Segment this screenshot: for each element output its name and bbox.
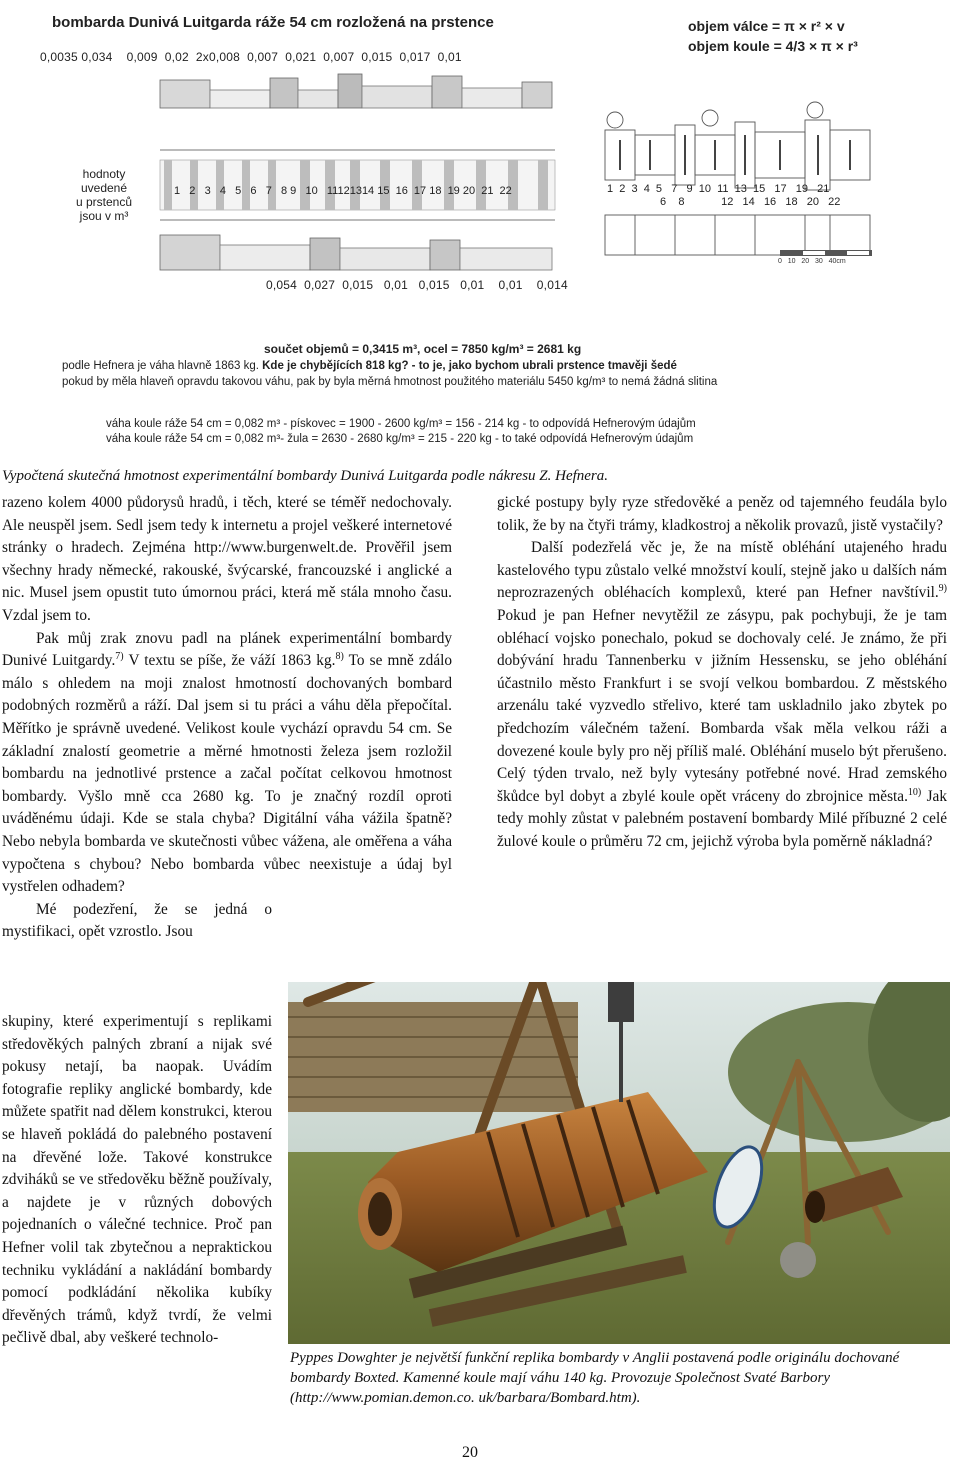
ball-sandstone-line: váha koule ráže 54 cm = 0,082 m³ - pískovec = 1900 - 2600 kg/m³ = 156 - 214 kg - to odpovídá Hefnerovým údajům (106, 418, 696, 430)
paragraph-medieval: gické postupy byly ryze středověké a peněz od tajemného feudála bylo tolik, že by na čtyři trámy, kladkostroj a několik provazů, jistě vystačily? (497, 494, 947, 534)
footnote-8: 8) (335, 651, 344, 663)
hefner-line (62, 360, 677, 372)
paragraph-castles: razeno kolem 4000 půdorysů hradů, i těch, které se téměř nedochovaly. Ale neuspěl jsem. Sedl jsem tedy k internetu a projel veškeré internetové stránky o hradech. Zejména http://www.burgenwelt.de. Prověřil jsem všechny hrady německé, rakouské, švýcarské, francouzské i anglické a nic. Musel jsem opustit tuto úmornou práci, která mě stála mnoho času. Vzdal jsem to. (2, 494, 452, 624)
formula-sphere: objem koule = 4/3 × π × r³ (688, 38, 858, 54)
lifting-hook (608, 982, 634, 1022)
right-column (497, 492, 947, 854)
volumes-top-row: 0,0035 0,034 0,009 0,02 2x0,008 0,007 0,021 0,007 0,015 0,017 0,01 (40, 50, 462, 64)
formula-cylinder: objem válce = π × r² × v (688, 18, 845, 34)
missing-weight-text: Kde je chybějících 818 kg? - to je, jako bychom ubrali prstence tmavěji šedé (262, 360, 677, 372)
ring-numbers-left: 1 2 3 4 5 6 7 8 9 10 11121314 15 16 17 18 19 20 21 22 (174, 185, 512, 197)
sum-line: součet objemů = 0,3415 m³, ocel = 7850 kg/m³ = 2681 kg (264, 342, 582, 356)
bombard-side-drawing (150, 60, 565, 285)
scale-label: 0 10 20 30 40cm (778, 258, 846, 265)
left-column-upper (2, 492, 452, 944)
volumes-bottom-row: 0,054 0,027 0,015 0,01 0,015 0,01 0,01 0,014 (266, 278, 568, 292)
paragraph-plan: Pak můj zrak znovu padl na plánek experimentální bombardy Dunivé Luitgardy.$^{7)}$ V textu se píše, že váží 1863 kg.$^{8)}$ To se mně zdálo málo s ohledem na moji znalost hmotností dochovaných bombard podobných rozměrů a ráží. Dal jsem si tu práci a váhu děla přepočítal. Měřítko je správně uvedené. Velikost koule vychází opravdu 54 cm. Se základní znalostí geometrie a měrné hmotnosti železa jsem rozložil bombardu na jednotlivé prstence a začal počítat celkovou hmotnost bombardy. Vyšlo mně cca 2680 kg. To je značný rozdíl oproti uváděnému údaji. Kde se stala chyba? Digitální váha vážila špatně? Nebo nebyla bombarda ve skutečnosti vůbec vážena, ale oměřena a váha vypočtena s chybou? Nebo bombarda vůbec neexistuje a údaj byl vystřelen odhadem? (2, 629, 453, 896)
footnote-9: 9) (938, 583, 947, 595)
page-number: 20 (462, 1444, 478, 1461)
figure-title: bombarda Dunivá Luitgarda ráže 54 cm rozložená na prstence (52, 14, 494, 31)
ball-granite-line: váha koule ráže 54 cm = 0,082 m³- žula = 2630 - 2680 kg/m³ = 215 - 220 kg - to také odpovídá Hefnerovým údajům (106, 433, 694, 445)
ring-numbers-right-row1: 1 2 3 4 5 7 9 10 11 13 15 17 19 21 (607, 183, 830, 195)
footnote-10: 10) (907, 786, 922, 798)
paragraph-suspicion-start: Mé podezření, že se jedná o mystifikaci, opět vzrostlo. Jsou (2, 900, 272, 941)
rings-unit-label: hodnoty uvedené u prstenců jsou v m³ (75, 167, 133, 223)
left-column-narrow: skupiny, které experimentují s replikami středověkých palných zbraní a nijak své pokusy netají, ba naopak. Uvádím fotografie repliky anglické bombardy, kde můžete spatřit nad dělem konstrukci, kterou se hlaveň pokládá do palebného postavení na dřevěné lože. Takové konstrukce zdviháků se ve středověku běžně používaly, a najdete je v různých dobových pojednaních o válečné technice. Proč pan Hefner volil tak zbytečnou a nepraktickou techniku vykládání a nakládání bombardy pomocí podkládání několika kubíky dřevěných trámů, když tvrdí, že velmi pečlivě dbal, aby veškeré technolo- (2, 1013, 272, 1347)
scale-bar (780, 250, 872, 256)
material-line: pokud by měla hlaveň opravdu takovou váhu, pak by byla měrná hmotnost použitého materiálu 5450 kg/m³ to nemá žádná slitina (62, 376, 718, 388)
ring-numbers-right-row2: 6 8 12 14 16 18 20 22 (660, 196, 841, 208)
paragraph-cannonballs: Další podezřelá věc je, že na místě obléhání utajeného hradu kastelového typu zůstalo velké množství koulí, stejně jako u dalších nám neprozrazených obléhacích komplexů, které pan Hefner navštívil.$^{9)}$ Pokud je pan Hefner nevytěžil ze zásypu, pak pochybuji, že je tam obléhací vojsko ponechalo, pokud se dochovaly celé. Je známo, že při dobývání hradu Tannenberku v jižním Hessensku, se jeho obléhání účastnilo město Frankfurt i se svojí velkou bombardou. Z městského arzenálu také vyzvedlo střelivo, které tam uskladnilo jako zbytek po předchozím válečném tažení. Bombarda však měla velkou ráži a dovezené koule byly pro něj příliš malé. Obléhání muselo být přerušeno. Celý týden trvalo, než byly vytesány potřebné nové. Hrad zemského škůdce byl dobyt a zbylé koule opět vráceny do zbrojnice města.$^{10)}$ Jak tedy mohly zůstat v palebném postavení bombardy Milé příbuzné 2 celé žulové koule o průměru 72 cm, jejichž výroba byla poměrně nákladná? (497, 539, 947, 850)
hefner-weight-text: podle Hefnera je váha hlavně 1863 kg. (62, 360, 263, 372)
figure-caption: Vypočtená skutečná hmotnost experimentální bombardy Dunivá Luitgarda podle nákresu Z. Hefnera. (2, 468, 609, 484)
bombard-replica-photo (288, 982, 950, 1344)
stone-ball (780, 1242, 816, 1278)
photo-caption: Pyppes Dowghter je největší funkční replika bombardy v Anglii postavená podle originálu dochované bombardy Boxted. Kamenné koule mají váhu 140 kg. Provozuje Společnost Svaté Barbory (http://www.pomian.demon.co. uk/barbara/Bombard.htm). (290, 1350, 900, 1406)
bombard-technical-drawing (600, 100, 880, 260)
footnote-7: 7) (115, 651, 124, 663)
